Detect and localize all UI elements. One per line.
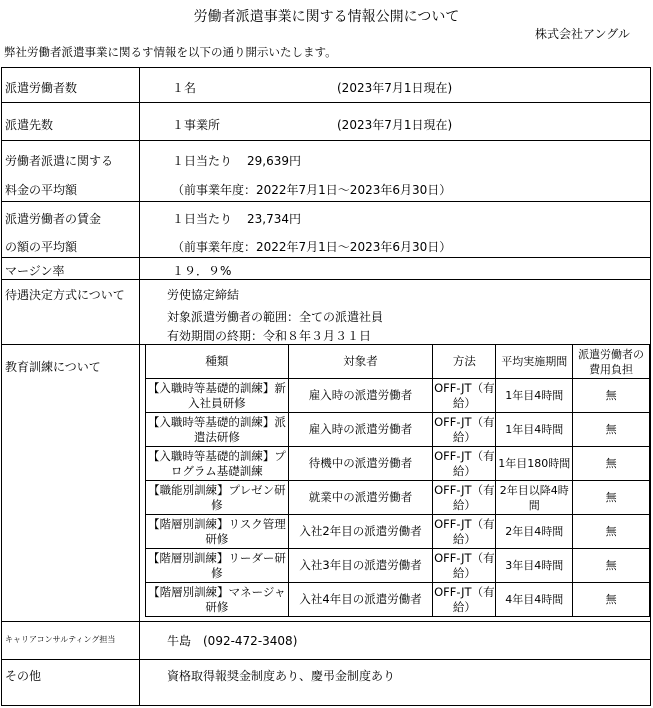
wage-period: （前事業年度：2022年7月1日～2023年6月30日） [172, 240, 452, 254]
training-target: 雇入時の派遣労働者 [288, 379, 433, 413]
wage-label-line1: 派遣労働者の賃金 [5, 212, 102, 226]
training-cost: 無 [573, 549, 650, 583]
treatment-line2: 対象派遣労働者の範囲：全ての派遣社員 [167, 310, 384, 324]
fee-per-day: １日当たり [172, 154, 233, 168]
row-divider [2, 201, 650, 202]
fee-period: （前事業年度：2022年7月1日～2023年6月30日） [172, 183, 452, 197]
career-label: キャリアコンサルティング担当 [5, 635, 116, 644]
workers-value: １名 [172, 81, 197, 95]
fee-amount: 29,639円 [247, 154, 301, 168]
training-row [146, 515, 650, 549]
target-header: 対象者 [288, 345, 433, 379]
margin-value: １９．９% [172, 264, 232, 278]
destinations-label: 派遣先数 [5, 118, 54, 132]
company-name: 株式会社アングル [535, 27, 630, 41]
row-divider [2, 102, 650, 103]
training-period: 2年目4時間 [496, 515, 573, 549]
cost-header: 派遣労働者の費用負担 [573, 345, 650, 379]
wage-label-line2: の額の平均額 [5, 240, 78, 254]
disclosure-table [1, 67, 651, 706]
career-value: 牛島 (092-472-3408) [167, 634, 298, 648]
training-target: 入社3年目の派遣労働者 [288, 549, 433, 583]
training-row [146, 481, 650, 515]
treatment-line1: 労使協定締結 [167, 288, 240, 302]
training-method: OFF-JT（有給） [433, 481, 496, 515]
type-header: 種類 [146, 345, 289, 379]
training-type: 【階層別訓練】マネージャ研修 [146, 583, 289, 617]
wage-per-day: １日当たり [172, 212, 233, 226]
training-method: OFF-JT（有給） [433, 413, 496, 447]
training-table [145, 344, 650, 617]
treatment-line3: 有効期間の終期：令和８年３月３１日 [167, 329, 372, 343]
column-divider [139, 68, 140, 705]
training-period: 1年目4時間 [496, 413, 573, 447]
training-period: 3年目4時間 [496, 549, 573, 583]
page-title: 労働者派遣事業に関する情報公開について [193, 9, 460, 25]
intro-text: 弊社労働者派遣事業に関るす情報を以下の通り開示いたします。 [4, 45, 337, 59]
margin-label: マージン率 [5, 264, 65, 278]
training-row [146, 583, 650, 617]
training-type: 【階層別訓練】リスク管理研修 [146, 515, 289, 549]
row-divider [2, 621, 650, 622]
training-target: 入社2年目の派遣労働者 [288, 515, 433, 549]
training-method: OFF-JT（有給） [433, 515, 496, 549]
training-method: OFF-JT（有給） [433, 583, 496, 617]
row-divider [2, 659, 650, 660]
training-target: 雇入時の派遣労働者 [288, 413, 433, 447]
row-divider [2, 140, 650, 141]
other-label: その他 [5, 669, 42, 683]
wage-amount: 23,734円 [247, 212, 301, 226]
training-cost: 無 [573, 413, 650, 447]
training-row [146, 413, 650, 447]
row-divider [2, 257, 650, 258]
training-period: 4年目4時間 [496, 583, 573, 617]
training-target: 就業中の派遣労働者 [288, 481, 433, 515]
fee-label-line1: 労働者派遣に関する [5, 154, 114, 168]
training-method: OFF-JT（有給） [433, 447, 496, 481]
training-type: 【階層別訓練】リーダー研修 [146, 549, 289, 583]
period-header: 平均実施期間 [496, 345, 573, 379]
training-type: 【入職時等基礎的訓練】新入社員研修 [146, 379, 289, 413]
training-method: OFF-JT（有給） [433, 379, 496, 413]
training-row [146, 447, 650, 481]
training-method: OFF-JT（有給） [433, 549, 496, 583]
training-target: 待機中の派遣労働者 [288, 447, 433, 481]
other-value: 資格取得報奨金制度あり、慶弔金制度あり [167, 669, 396, 683]
training-period: 1年目4時間 [496, 379, 573, 413]
row-divider [2, 279, 650, 280]
training-type: 【職能別訓練】プレゼン研修 [146, 481, 289, 515]
training-row [146, 379, 650, 413]
training-cost: 無 [573, 583, 650, 617]
destinations-value: １事業所 [172, 118, 221, 132]
method-header: 方法 [433, 345, 496, 379]
training-period: 1年目180時間 [496, 447, 573, 481]
training-cost: 無 [573, 481, 650, 515]
training-type: 【入職時等基礎的訓練】プログラム基礎訓練 [146, 447, 289, 481]
fee-label-line2: 料金の平均額 [5, 183, 78, 197]
training-target: 入社4年目の派遣労働者 [288, 583, 433, 617]
workers-label: 派遣労働者数 [5, 81, 78, 95]
training-label: 教育訓練について [5, 360, 101, 374]
treatment-label: 待遇決定方式について [5, 288, 125, 302]
training-period: 2年目以降4時間 [496, 481, 573, 515]
training-header-row [146, 345, 650, 379]
training-cost: 無 [573, 447, 650, 481]
workers-note: (2023年7月1日現在) [337, 81, 453, 95]
destinations-note: (2023年7月1日現在) [337, 118, 453, 132]
training-type: 【入職時等基礎的訓練】派遣法研修 [146, 413, 289, 447]
training-cost: 無 [573, 515, 650, 549]
training-cost: 無 [573, 379, 650, 413]
training-row [146, 549, 650, 583]
